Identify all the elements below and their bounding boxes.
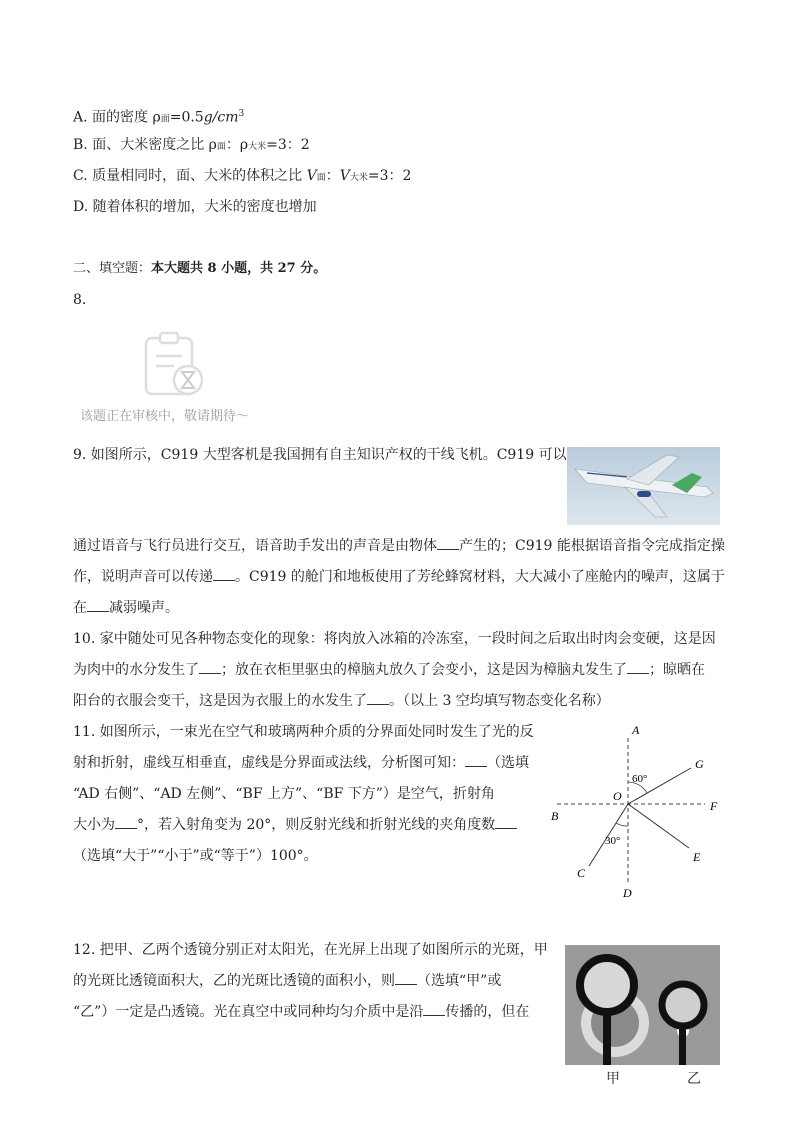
answer-blank[interactable] — [495, 816, 517, 829]
angle-label-30: 30° — [605, 835, 621, 847]
option-b: B. 面、大米密度之比 ρ面：ρ大米=3：2 — [73, 137, 310, 153]
q9-line-2: 通过语音与飞行员进行交互，语音助手发出的声音是由物体 产生的；C919 能根据语音指令完成指定操 — [73, 538, 725, 554]
q12-line-3: “乙”）一定是凸透镜。光在真空中或同种均匀介质中是沿 传播的，但在 — [73, 1004, 530, 1020]
q11-line-2: 射和折射，虚线互相垂直，虚线是分界面或法线，分析图可知： （选填 — [73, 755, 529, 771]
label-o: O — [613, 789, 622, 803]
q11-line-1: 11. 如图所示，一束光在空气和玻璃两种介质的分界面处同时发生了光的反 — [73, 724, 534, 740]
q9-line-4: 在 减弱噪声。 — [73, 600, 179, 616]
answer-blank[interactable] — [367, 692, 389, 705]
answer-blank[interactable] — [87, 599, 109, 612]
answer-blank[interactable] — [423, 1003, 445, 1016]
answer-blank[interactable] — [465, 754, 487, 767]
q9-line-3: 作，说明声音可以传递 。C919 的舱门和地板使用了芳纶蜂窝材料，大大减小了座舱内的噪声，这属于 — [73, 569, 725, 585]
refraction-diagram — [545, 720, 725, 905]
q10-line-3: 阳台的衣服会变干，这是因为衣服上的水发生了 。（以上 3 空均填写物态变化名称） — [73, 693, 610, 709]
q10-line-2: 为肉中的水分发生了 ；放在衣柜里驱虫的樟脑丸放久了会变小，这是因为樟脑丸发生了 ；晾晒在 — [73, 662, 705, 678]
label-c: C — [577, 866, 586, 880]
q11-line-3: “AD 右侧”、“AD 左侧”、“BF 上方”、“BF 下方”）是空气，折射角 — [73, 786, 495, 802]
caption-yi: 乙 — [687, 1071, 701, 1087]
q11-line-4: 大小为 °，若入射角变为 20°，则反射光线和折射光线的夹角度数 — [73, 815, 517, 835]
q11-line-5: （选填“大于”“小于”或“等于”）100°。 — [73, 848, 318, 864]
answer-blank[interactable] — [115, 816, 137, 829]
option-a: A. 面的密度 ρ面$=0.5g/cm^3$ — [73, 109, 245, 126]
label-g: G — [695, 757, 704, 771]
q9-line-1: 9. 如图所示，C919 大型客机是我国拥有自主知识产权的干线飞机。C919 可以 — [73, 447, 567, 463]
label-b: B — [551, 809, 559, 823]
answer-blank[interactable] — [627, 661, 649, 674]
angle-label-60: 60° — [632, 773, 648, 785]
section-heading: 二、填空题：本大题共 8 小题，共 27 分。 — [73, 261, 327, 276]
option-d: D. 随着体积的增加，大米的密度也增加 — [73, 199, 317, 215]
review-pending-text: 该题正在审核中，敬请期待～ — [80, 409, 250, 424]
label-e: E — [693, 850, 701, 864]
answer-blank[interactable] — [395, 972, 417, 985]
label-f: F — [710, 799, 718, 813]
label-a: A — [632, 723, 640, 737]
review-pending-icon — [138, 330, 208, 400]
answer-blank[interactable] — [437, 537, 459, 550]
option-c: C. 质量相同时，面、大米的体积之比 V面：V大米=3：2 — [73, 168, 412, 184]
q10-line-1: 10. 家中随处可见各种物态变化的现象：将肉放入冰箱的冷冻室，一段时间之后取出时肉会变硬，这是因 — [73, 631, 716, 647]
q12-line-2: 的光斑比透镜面积大，乙的光斑比透镜的面积小，则 （选填“甲”或 — [73, 973, 502, 989]
c919-aircraft-photo — [567, 447, 720, 525]
caption-jia: 甲 — [606, 1071, 620, 1087]
q8-number: 8. — [73, 292, 87, 308]
lens-photo — [565, 945, 720, 1065]
answer-blank[interactable] — [199, 661, 221, 674]
q12-line-1: 12. 把甲、乙两个透镜分别正对太阳光，在光屏上出现了如图所示的光斑，甲 — [73, 942, 548, 958]
answer-blank[interactable] — [213, 568, 235, 581]
ray-oe — [628, 804, 689, 848]
label-d: D — [623, 886, 632, 900]
